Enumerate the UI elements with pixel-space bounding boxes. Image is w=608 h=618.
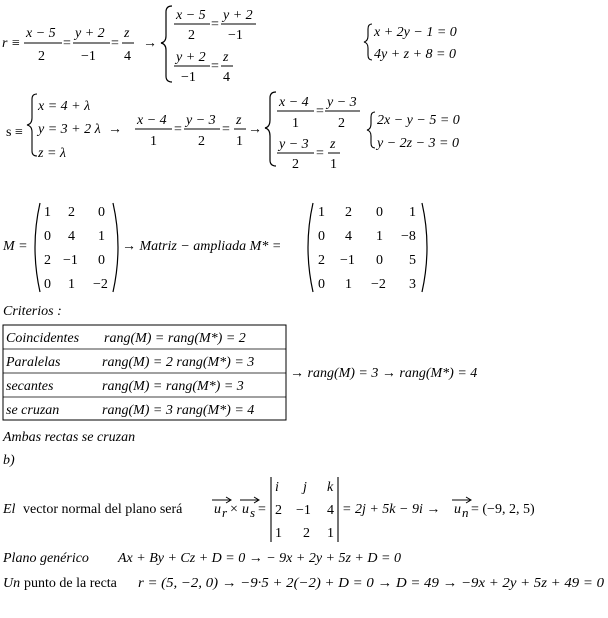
fraction-denominator: 4 [223, 70, 230, 85]
normal-vector-value: = (−9, 2, 5) [471, 502, 535, 517]
line-r-label: r ≡ [2, 36, 21, 51]
fraction-denominator: −1 [181, 70, 196, 85]
part-b-section [2, 453, 604, 591]
fraction-denominator: 2 [338, 116, 345, 131]
matrix-cell: 1 [68, 277, 75, 292]
param-z: z = λ [38, 146, 66, 161]
line-s-label: s ≡ [6, 125, 23, 140]
matrix-cell: 0 [98, 253, 105, 268]
rank-result: → rang(M) = 3 → rang(M*) = 4 [290, 366, 478, 381]
generic-plane-label: Plano genérico [3, 551, 89, 566]
line-r-equation-2: 4y + z + 8 = 0 [374, 47, 457, 62]
fraction-numerator: x − 4 [137, 113, 167, 128]
matrix-cell: 1 [409, 205, 416, 220]
det-cell: 2 [303, 526, 310, 541]
matrix-cell: 2 [318, 253, 325, 268]
matrix-cell: 0 [376, 205, 383, 220]
point-equation: r = (5, −2, 0) → −9·5 + 2(−2) + D = 0 → D = 49 → −9x + 2y + 5z + 49 = 0 [138, 576, 604, 591]
matrix-m-extended [318, 205, 416, 292]
fraction-denominator: 2 [198, 134, 205, 149]
det-cell: −1 [296, 503, 311, 518]
matrix-cell: 4 [68, 229, 75, 244]
fraction-numerator: y − 3 [327, 95, 357, 110]
fraction-denominator: 2 [188, 28, 195, 43]
matrix-cell: 2 [68, 205, 75, 220]
fraction-denominator: 1 [330, 157, 337, 172]
fraction-numerator: y + 2 [75, 26, 105, 41]
matrix-cell: 4 [345, 229, 352, 244]
line-r-derivation [2, 6, 457, 85]
fraction-denominator: 2 [38, 49, 45, 64]
point-intro-italic: Un [3, 576, 21, 591]
fraction-numerator: y + 2 [223, 8, 253, 23]
fraction-denominator: 1 [150, 134, 157, 149]
fraction-numerator: x − 5 [26, 26, 56, 41]
fraction-numerator: x − 5 [176, 8, 206, 23]
vector-u-r: u [214, 502, 221, 517]
conclusion: Ambas rectas se cruzan [3, 430, 136, 445]
matrix-cell: −2 [371, 277, 386, 292]
matrix-cell: 0 [376, 253, 383, 268]
matrix-cell: 5 [409, 253, 416, 268]
point-intro: punto de la recta [24, 576, 117, 591]
vector-subscript: n [462, 505, 469, 520]
matrix-cell: 1 [318, 205, 325, 220]
matrix-cell: 1 [98, 229, 105, 244]
det-cell: 2 [275, 503, 282, 518]
line-s-derivation [6, 92, 460, 172]
matrix-cell: 2 [345, 205, 352, 220]
matrix-cell: 0 [44, 277, 51, 292]
matrix-m-label: M = [3, 239, 28, 254]
fraction-numerator: y + 2 [176, 50, 206, 65]
normal-vector-intro: vector normal del plano será [23, 502, 183, 517]
fraction-numerator: x − 4 [279, 95, 309, 110]
param-y: y = 3 + 2 λ [38, 122, 101, 137]
svg-text:→: → [108, 122, 122, 137]
matrix-cell: 0 [318, 277, 325, 292]
criterion-name: Coincidentes [6, 331, 80, 346]
vector-u-n: u [454, 502, 461, 517]
det-cell: 4 [327, 503, 334, 518]
line-s-equation-1: 2x − y − 5 = 0 [377, 113, 460, 128]
part-b-label: b) [3, 453, 15, 468]
criterion-name: Paralelas [6, 355, 61, 370]
criterion-name: secantes [6, 379, 54, 394]
determinant-result: = 2j + 5k − 9i → [342, 502, 441, 517]
vector-subscript: s [250, 505, 256, 520]
svg-text:=: = [174, 122, 182, 137]
svg-text:=: = [211, 17, 219, 32]
augmented-matrix-label: → Matriz − ampliada M* = [122, 239, 282, 254]
matrix-cell: 0 [44, 229, 51, 244]
svg-text:=: = [211, 59, 219, 74]
fraction-denominator: 1 [292, 116, 299, 131]
matrix-cell: −8 [401, 229, 416, 244]
line-r-equation-1: x + 2y − 1 = 0 [374, 25, 457, 40]
criterion-condition: rang(M) = 3 rang(M*) = 4 [102, 403, 255, 418]
determinant [275, 480, 334, 541]
fraction-denominator: 1 [236, 134, 243, 149]
fraction-numerator: z [223, 50, 229, 65]
fraction-numerator: y − 3 [279, 137, 309, 152]
svg-text:=: = [222, 122, 230, 137]
matrix-cell: 2 [44, 253, 51, 268]
det-cell: j [303, 480, 307, 495]
matrix-cell: −1 [63, 253, 78, 268]
matrix-cell: 0 [318, 229, 325, 244]
det-cell: i [275, 480, 279, 495]
fraction-numerator: z [330, 137, 336, 152]
criteria-title: Criterios : [3, 304, 62, 319]
system-brace [161, 6, 172, 82]
vector-subscript: r [222, 505, 228, 520]
det-cell: 1 [275, 526, 282, 541]
det-cell: k [327, 480, 334, 495]
matrix-cell: 0 [98, 205, 105, 220]
matrix-cell: 1 [44, 205, 51, 220]
normal-vector-intro-italic: El [3, 502, 16, 517]
cross-operator: × [230, 502, 238, 517]
vector-u-s: u [242, 502, 249, 517]
fraction-denominator: −1 [81, 49, 96, 64]
svg-text:=: = [63, 36, 71, 51]
fraction-numerator: y − 3 [186, 113, 216, 128]
fraction-denominator: −1 [228, 28, 243, 43]
matrix-m [44, 205, 108, 292]
matrix-cell: 3 [409, 277, 416, 292]
matrix-cell: 1 [345, 277, 352, 292]
line-s-equation-2: y − 2z − 3 = 0 [377, 136, 460, 151]
matrix-cell: −1 [340, 253, 355, 268]
criterion-name: se cruzan [6, 403, 60, 418]
svg-text:=: = [316, 146, 324, 161]
svg-text:=: = [111, 36, 119, 51]
matrix-section [2, 203, 427, 292]
fraction-denominator: 2 [292, 157, 299, 172]
criterion-condition: rang(M) = rang(M*) = 2 [104, 331, 246, 346]
det-cell: 1 [327, 526, 334, 541]
matrix-cell: −2 [93, 277, 108, 292]
equals-sign: = [258, 502, 266, 517]
fraction-numerator: z [236, 113, 242, 128]
criteria-section [2, 304, 477, 445]
generic-plane-equation: Ax + By + Cz + D = 0 → − 9x + 2y + 5z + D = 0 [118, 551, 401, 566]
fraction-denominator: 4 [124, 49, 131, 64]
fraction-numerator: z [124, 26, 130, 41]
criterion-condition: rang(M) = rang(M*) = 3 [102, 379, 244, 394]
matrix-cell: 1 [376, 229, 383, 244]
arrow: → [143, 36, 157, 51]
param-x: x = 4 + λ [38, 99, 91, 114]
svg-text:=: = [316, 104, 324, 119]
svg-text:→: → [248, 122, 262, 137]
criterion-condition: rang(M) = 2 rang(M*) = 3 [102, 355, 255, 370]
